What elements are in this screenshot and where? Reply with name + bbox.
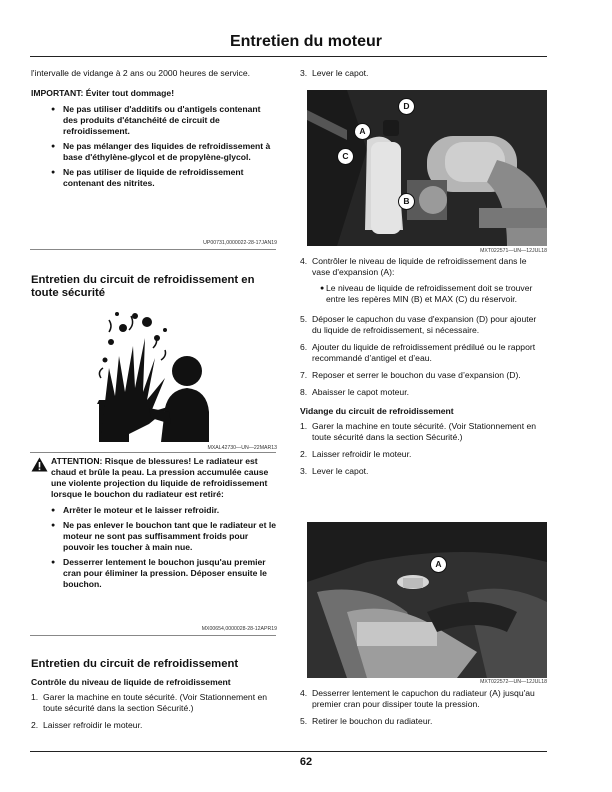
- attention-block: [31, 456, 277, 590]
- attention-text: ATTENTION: Risque de blessures! Le radiateur est chaud et brûle la peau. La pression accumulée cause une violente projection du liquide de refroidissement lorsque le bouchon du radiateur est retiré:: [51, 456, 269, 499]
- attention-paragraph: [31, 456, 277, 500]
- list-item: 6. Ajouter du liquide de refroidissement prédilué ou le rapport recommandé d’antigel et d’eau.: [300, 342, 536, 363]
- steps-list: [300, 256, 547, 477]
- header-rule: [30, 56, 547, 57]
- list-item: 4. Contrôler le niveau de liquide de refroidissement dans le vase d'expansion (A):: [300, 256, 527, 277]
- list-item: 3. Lever le capot.: [300, 466, 369, 476]
- list-item: 2. Laisser refroidir le moteur.: [300, 449, 412, 459]
- image-reference: MXT022572—UN—12JUL18: [480, 679, 547, 685]
- list-item: 4. Desserrer lentement le capuchon du radiateur (A) jusqu'au premier cran pour dissiper toute la pression.: [300, 688, 535, 709]
- list-item: ● Ne pas utiliser d'additifs ou d'antigels contenant des produits d'étanchéité de circuit de refroidissement.: [31, 104, 277, 137]
- radiator-cap-photo: [307, 522, 547, 678]
- callout-label: D: [398, 98, 415, 115]
- callout-label: B: [398, 193, 415, 210]
- steps-list: [300, 688, 547, 727]
- list-item: ● Arrêter le moteur et le laisser refroidir.: [31, 505, 277, 516]
- page-number: 62: [299, 756, 313, 768]
- page-title: Entretien du moteur: [229, 33, 382, 50]
- intro-text: l'intervalle de vidange à 2 ans ou 2000 heures de service.: [31, 68, 251, 78]
- image-reference: MXAL42730—UN—22MAR13: [207, 445, 277, 451]
- left-column: [31, 68, 277, 189]
- list-item: 8. Abaisser le capot moteur.: [300, 387, 409, 397]
- expansion-tank-photo: [307, 90, 547, 246]
- list-item: 5. Retirer le bouchon du radiateur.: [300, 716, 433, 726]
- important-list: [31, 104, 277, 189]
- reference-code: MX00654,0000028-28-12APR19: [201, 626, 277, 632]
- list-item: ● Ne pas enlever le bouchon tant que le radiateur et le moteur ne sont pas suffisamment froids pour pouvoir les toucher à main nue.: [31, 520, 277, 553]
- list-item: ● Ne pas utiliser de liquide de refroidissement contenant des nitrites.: [31, 167, 277, 189]
- image-reference: MXT022571—UN—12JUL18: [480, 248, 547, 254]
- list-item: ● Le niveau de liquide de refroidissement doit se trouver entre les repères MIN (B) et MAX (C) du réservoir.: [300, 283, 547, 305]
- section-title: Entretien du circuit de refroidissement en toute sécurité: [31, 274, 255, 299]
- warning-triangle-icon: [31, 457, 48, 475]
- list-item: 5. Déposer le capuchon du vase d'expansion (D) pour ajouter du liquide de refroidissement, si nécessaire.: [300, 314, 537, 335]
- callout-label: A: [430, 556, 447, 573]
- subsection-title: Vidange du circuit de refroidissement: [300, 406, 454, 416]
- section-title: Entretien du circuit de refroidissement: [31, 658, 239, 670]
- hot-coolant-warning-pictogram: [95, 308, 210, 442]
- attention-list: [31, 505, 277, 590]
- list-item: 1. Garer la machine en toute sécurité. (Voir Stationnement en toute sécurité dans la section Sécurité.): [31, 692, 268, 713]
- divider: [30, 249, 276, 250]
- subsection-title: Contrôle du niveau de liquide de refroidissement: [31, 677, 231, 687]
- list-item: 1. Garer la machine en toute sécurité. (Voir Stationnement en toute sécurité dans la section Sécurité.): [300, 421, 537, 442]
- list-item: 2. Laisser refroidir le moteur.: [31, 720, 143, 730]
- list-item: ● Ne pas mélanger des liquides de refroidissement à base d'éthylène-glycol et de propylène-glycol.: [31, 141, 277, 163]
- divider: [30, 635, 276, 636]
- list-item: 7. Reposer et serrer le bouchon du vase d’expansion (D).: [300, 370, 521, 380]
- divider: [30, 452, 276, 453]
- list-item: ● Desserrer lentement le bouchon jusqu'au premier cran pour éliminer la pression. Déposer ensuite le bouchon.: [31, 557, 277, 590]
- callout-label: C: [337, 148, 354, 165]
- step-item: 3. Lever le capot.: [300, 68, 369, 78]
- reference-code: UP00731,0000022-28-17JAN19: [203, 240, 277, 246]
- footer-rule: [30, 751, 547, 752]
- steps-list: [31, 692, 277, 731]
- important-heading: IMPORTANT: Éviter tout dommage!: [31, 88, 175, 98]
- callout-label: A: [354, 123, 371, 140]
